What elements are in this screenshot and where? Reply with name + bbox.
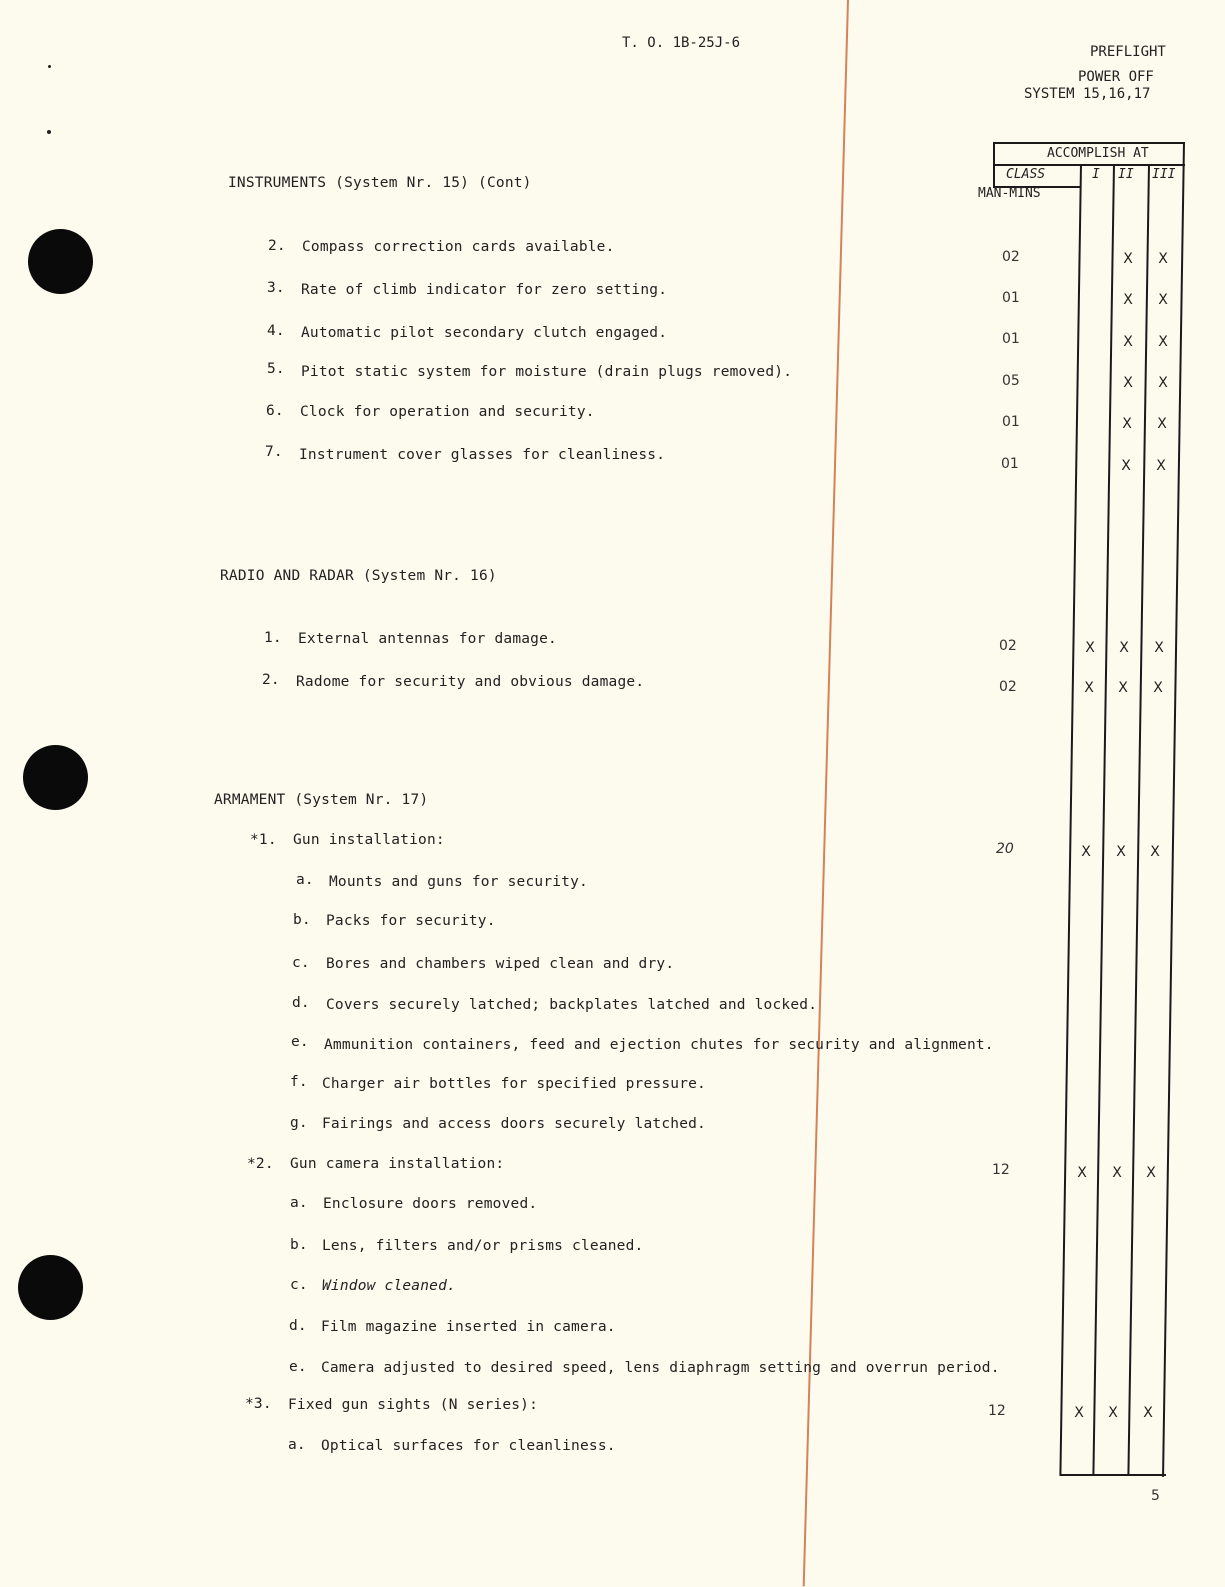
man-mins-value: 12 [988,1403,1006,1419]
class-ii-header: II [1118,167,1134,182]
class-iii-mark: X [1143,1405,1153,1421]
man-mins-value: 05 [1002,373,1020,389]
class-ii-mark: X [1121,458,1131,474]
class-ii-mark: X [1123,375,1133,391]
man-mins-value: 01 [1002,290,1020,306]
class-ii-mark: X [1119,640,1129,656]
class-iii-mark: X [1158,251,1168,267]
class-i-header: I [1092,167,1100,182]
class-iii-mark: X [1154,640,1164,656]
class-iii-mark: X [1156,458,1166,474]
class-i-mark: X [1084,680,1094,696]
class-i-mark: X [1081,844,1091,860]
header-system: SYSTEM 15,16,17 [1024,86,1151,102]
class-iii-header: III [1152,167,1176,182]
man-mins-value: 01 [1002,331,1020,347]
class-iii-mark: X [1158,292,1168,308]
class-ii-mark: X [1122,416,1132,432]
punch-hole-middle [23,745,88,810]
class-iii-mark: X [1150,844,1160,860]
paper-speck [48,65,51,68]
class-label: CLASS [1006,167,1046,182]
class-iii-mark: X [1146,1165,1156,1181]
doc-number: T. O. 1B-25J-6 [622,35,741,51]
page-number: 5 [1151,1488,1160,1504]
class-ii-mark: X [1123,334,1133,350]
class-ii-mark: X [1108,1405,1118,1421]
section-title: ARMAMENT (System Nr. 17) [214,792,429,808]
class-ii-mark: X [1118,680,1128,696]
man-mins-value: 02 [999,679,1017,695]
man-mins-value: 20 [996,841,1014,857]
margin-line [803,0,849,1586]
man-mins-value: 02 [999,638,1017,654]
man-mins-label: MAN-MINS [978,186,1041,201]
class-iii-mark: X [1157,416,1167,432]
class-ii-mark: X [1123,251,1133,267]
man-mins-value: 02 [1002,249,1020,265]
class-ii-mark: X [1123,292,1133,308]
class-i-mark: X [1085,640,1095,656]
paper-speck [47,130,51,134]
punch-hole-bottom [18,1255,83,1320]
section-title: RADIO AND RADAR (System Nr. 16) [220,568,497,584]
header-power-off: POWER OFF [1078,69,1154,85]
section-title: INSTRUMENTS (System Nr. 15) (Cont) [228,175,532,191]
header-preflight: PREFLIGHT [1090,44,1166,60]
class-iii-mark: X [1158,375,1168,391]
class-iii-mark: X [1158,334,1168,350]
man-mins-value: 01 [1002,414,1020,430]
class-iii-mark: X [1153,680,1163,696]
man-mins-value: 01 [1001,456,1019,472]
punch-hole-top [28,229,93,294]
accomplish-at-label: ACCOMPLISH AT [1047,146,1149,161]
class-ii-mark: X [1112,1165,1122,1181]
man-mins-value: 12 [992,1162,1010,1178]
class-i-mark: X [1077,1165,1087,1181]
class-ii-mark: X [1116,844,1126,860]
class-i-mark: X [1074,1405,1084,1421]
